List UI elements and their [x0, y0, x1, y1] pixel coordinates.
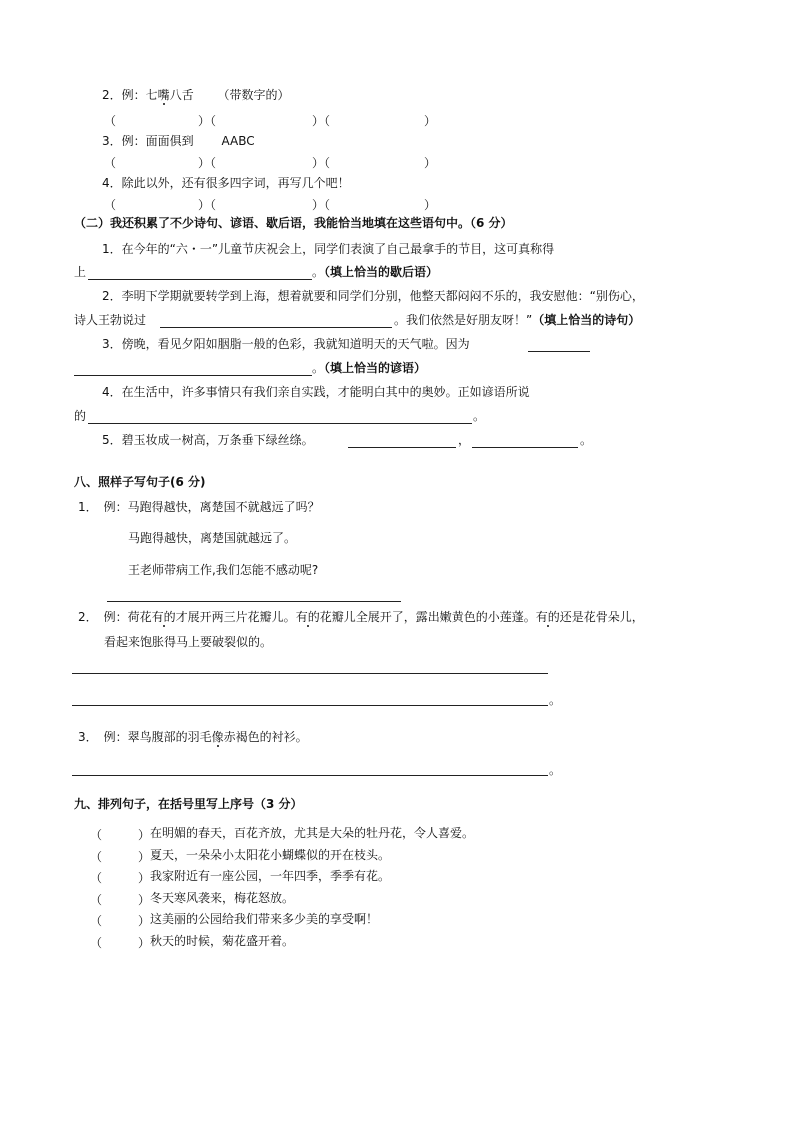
- s8-q2-answer-line-1[interactable]: [72, 673, 548, 674]
- q3-blank-sep-1[interactable]: ）（: [198, 156, 217, 170]
- s8-q1-task: 王老师带病工作,我们怎能不感动呢?: [128, 563, 319, 577]
- p1-line2-start: 上: [74, 265, 87, 279]
- p1-line2-end: 。: [312, 265, 325, 279]
- p5-comma: ，: [458, 433, 471, 447]
- q3-prefix: 例：面面俱到: [121, 134, 194, 148]
- s9-sentence: 我家附近有一座公园，一年四季，季季有花。: [150, 869, 391, 884]
- p4-line2-start: 的: [74, 409, 87, 423]
- p5-end: 。: [580, 433, 593, 447]
- s8-q2-answer-line-2[interactable]: [72, 705, 548, 706]
- s8-q2-line1: 2． 例：荷花有的才展开两三片花瓣儿。有的花瓣儿全展开了，露出嫩黄色的小莲蓬。有的还是花骨朵儿，: [78, 610, 644, 624]
- p2-line1: 2．李明下学期就要转学到上海，想着就要和同学们分别，他整天都闷闷不乐的，我安慰他：“别伤心，: [102, 289, 644, 303]
- s9-order-paren-open[interactable]: （: [90, 936, 103, 950]
- q3-line: [102, 134, 255, 148]
- q4-line: [102, 176, 350, 190]
- q3-blank-sep-2[interactable]: ）（: [312, 156, 331, 170]
- p4-line2-end: 。: [473, 409, 486, 423]
- p1-line2-tail: [312, 265, 438, 279]
- s9-order-paren-open[interactable]: （: [90, 828, 103, 842]
- s8-q1-line: [78, 500, 320, 514]
- s8-q1-example: 例：马跑得越快，离楚国不就越远了吗？: [103, 500, 320, 514]
- s8-q2-youde-2: 有的: [295, 610, 320, 624]
- q2-blank-open[interactable]: （: [104, 114, 117, 128]
- q4-text: 除此以外，还有很多四字词，再写几个吧！: [121, 176, 350, 190]
- section8-title: 八、照样子写句子(6 分): [74, 475, 206, 489]
- s9-order-paren-close[interactable]: ）: [138, 936, 151, 950]
- q2-blank-close[interactable]: ）: [424, 114, 437, 128]
- s8-q1-number: 1．: [78, 500, 98, 514]
- s9-sentence: 这美丽的公园给我们带来多少美的享受啊！: [150, 912, 379, 927]
- p3-answer-line-b[interactable]: [74, 375, 312, 376]
- s9-order-paren-close[interactable]: ）: [138, 871, 151, 886]
- s9-order-paren-close[interactable]: ）: [138, 892, 151, 907]
- s8-q2-line2: 看起来饱胀得马上要破裂似的。: [104, 635, 273, 649]
- s8-q2-number: 2．: [78, 610, 98, 624]
- q2-blank-sep-1[interactable]: ）（: [198, 114, 217, 128]
- section9-title: 九、排列句子，在括号里写上序号（3 分）: [74, 797, 303, 811]
- q4-blank-open[interactable]: （: [104, 198, 117, 212]
- p1-hint: （填上恰当的歇后语）: [324, 265, 439, 279]
- q2-prefix: 例：: [121, 88, 146, 102]
- p1-line1: 1．在今年的“六・一”儿童节庆祝会上，同学们表演了自己最拿手的节目，这可真称得: [102, 242, 555, 256]
- p5-text: 5．碧玉妆成一树高，万条垂下绿丝绦。: [102, 433, 314, 447]
- q3-blank-close[interactable]: ）: [424, 156, 437, 170]
- s8-q3-answer-line[interactable]: [72, 775, 548, 776]
- p4-answer-line[interactable]: [88, 423, 472, 424]
- s8-q2-youde-1: 有的: [151, 610, 176, 624]
- q2-example: 七嘴八舌: [145, 88, 194, 102]
- s8-q3-number: 3．: [78, 730, 98, 744]
- p3-line2-tail: [312, 361, 426, 375]
- p4-line1: 4．在生活中，许多事情只有我们亲自实践，才能明白其中的奥妙。正如谚语所说: [102, 385, 530, 399]
- s9-order-paren-open[interactable]: （: [90, 849, 103, 864]
- q2-line: [102, 88, 290, 102]
- p5-answer-line-1[interactable]: [348, 447, 456, 448]
- p3-line2-end: 。: [312, 361, 325, 375]
- s8-q3-end: 。: [549, 763, 562, 777]
- q2-number: 2．: [102, 88, 122, 102]
- s8-q1-answer-line[interactable]: [107, 601, 401, 602]
- s8-q3-xiang: 像: [211, 730, 224, 744]
- s9-order-paren-close[interactable]: ）: [138, 828, 151, 842]
- p3-answer-line-a[interactable]: [528, 351, 590, 352]
- q4-blank-sep-1[interactable]: ）（: [198, 198, 217, 212]
- q3-number: 3．: [102, 134, 122, 148]
- p2-line2-end: 。我们依然是好朋友呀！”: [394, 313, 533, 327]
- s9-order-paren-open[interactable]: （: [90, 892, 103, 907]
- s8-q2-end: 。: [549, 693, 562, 707]
- s8-q3-line: 3． 例：翠鸟腹部的羽毛像赤褐色的衬衫。: [78, 730, 308, 744]
- s9-sentence: 夏天，一朵朵小太阳花小蝴蝶似的开在枝头。: [150, 847, 391, 862]
- part2-title: （二）我还积累了不少诗句、谚语、歇后语，我能恰当地填在这些语句中。（6 分）: [74, 216, 513, 230]
- s9-order-paren-close[interactable]: ）: [138, 914, 151, 929]
- s9-sentence: 冬天寒风袭来，梅花怒放。: [150, 890, 295, 905]
- s8-q1-answer: 马跑得越快，离楚国就越远了。: [128, 531, 297, 545]
- q2-blank-sep-2[interactable]: ）（: [312, 114, 331, 128]
- p2-hint: （填上恰当的诗句）: [532, 313, 641, 327]
- p2-line2-tail: [394, 313, 640, 327]
- p3-line1: 3．傍晚，看见夕阳如胭脂一般的色彩，我就知道明天的天气啦。因为: [102, 337, 470, 351]
- p2-line2-start: 诗人王勃说过: [74, 313, 147, 327]
- p3-hint: （填上恰当的谚语）: [324, 361, 427, 375]
- s9-order-paren-open[interactable]: （: [90, 914, 103, 929]
- s9-order-paren-close[interactable]: ）: [138, 849, 151, 864]
- q4-blank-close[interactable]: ）: [424, 198, 437, 212]
- q4-number: 4．: [102, 176, 122, 190]
- p2-answer-line[interactable]: [160, 327, 392, 328]
- s9-sentence: 秋天的时候，菊花盛开着。: [150, 934, 295, 948]
- q4-blank-sep-2[interactable]: ）（: [312, 198, 331, 212]
- q3-pattern: AABC: [221, 134, 255, 148]
- q3-blank-open[interactable]: （: [104, 156, 117, 170]
- s9-order-paren-open[interactable]: （: [90, 871, 103, 886]
- p5-answer-line-2[interactable]: [472, 447, 578, 448]
- s8-q2-youde-3: 有的: [535, 610, 560, 624]
- s9-sentence: 在明媚的春天，百花齐放，尤其是大朵的牡丹花，令人喜爱。: [150, 826, 475, 840]
- q2-hint: （带数字的）: [217, 88, 290, 102]
- p1-answer-line[interactable]: [88, 279, 312, 280]
